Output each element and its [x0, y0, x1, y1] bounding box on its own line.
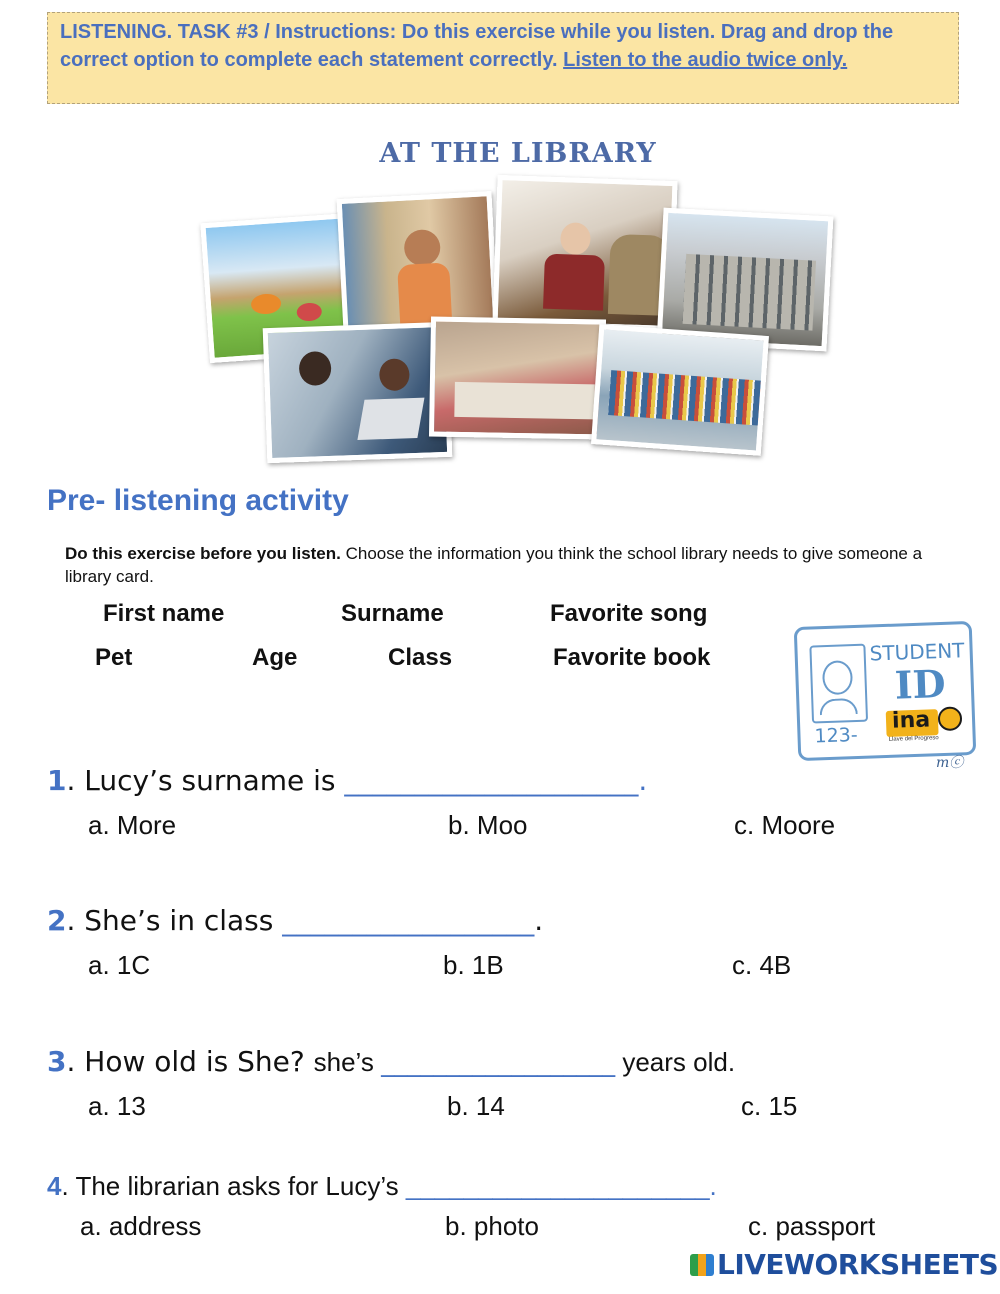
- question-post: years old.: [615, 1047, 736, 1077]
- question-number: 2: [47, 904, 67, 937]
- answer-blank-2[interactable]: __________________: [282, 904, 535, 937]
- question-3: [47, 1045, 735, 1078]
- answer-option-4c[interactable]: c. passport: [748, 1211, 876, 1241]
- photo-students-laptop: [263, 322, 453, 463]
- signature: mⓒ: [936, 755, 964, 771]
- question-number: 3: [47, 1045, 67, 1078]
- option-age[interactable]: Age: [252, 644, 298, 671]
- instruction-rest: Choose the information you think the school library needs to give someone a library card.: [65, 544, 923, 586]
- question-text: . How old is She?: [66, 1045, 314, 1078]
- instructions-text: LISTENING. TASK #3 / Instructions: Do this exercise while you listen. Drag and drop the correct option to complete each statement correctly.: [60, 21, 894, 71]
- instructions-link[interactable]: Listen to the audio twice only.: [563, 49, 848, 71]
- photo-bookshelves: [591, 324, 769, 456]
- photo-group-activity: [429, 316, 606, 439]
- answer-option-3b[interactable]: b. 14: [447, 1091, 505, 1121]
- id-photo-box: [809, 644, 868, 724]
- collage-title: AT THE LIBRARY: [379, 138, 657, 169]
- answer-option-2c[interactable]: c. 4B: [732, 950, 792, 980]
- liveworksheets-logo: [690, 1248, 998, 1281]
- answer-option-4b[interactable]: b. photo: [445, 1211, 539, 1241]
- answer-option-4a[interactable]: a. address: [80, 1211, 202, 1241]
- library-collage: [0, 0, 1000, 470]
- student-id-card: [794, 621, 977, 761]
- question-text: . She’s in class: [66, 904, 283, 937]
- answer-option-1b[interactable]: b. Moo: [448, 810, 528, 840]
- answer-option-1c[interactable]: c. Moore: [734, 810, 836, 840]
- liveworksheets-icon: [690, 1254, 714, 1276]
- question-2: [47, 904, 543, 937]
- option-pet[interactable]: Pet: [95, 644, 133, 671]
- option-surname[interactable]: Surname: [341, 600, 444, 627]
- answer-blank-1[interactable]: _____________________.: [344, 764, 648, 797]
- instruction-bold: Do this exercise before you listen.: [65, 544, 341, 563]
- option-class[interactable]: Class: [388, 644, 453, 671]
- id-number: 123-: [814, 723, 859, 748]
- ina-logo: [886, 704, 967, 743]
- id-student-label: STUDENT: [869, 638, 965, 666]
- answer-blank-3[interactable]: __________________: [381, 1048, 616, 1078]
- key-icon: [938, 706, 963, 731]
- photo-child-reading: [337, 191, 499, 334]
- answer-option-3c[interactable]: c. 15: [741, 1091, 798, 1121]
- face-icon: [822, 660, 853, 695]
- answer-blank-4[interactable]: _____________________.: [405, 1171, 717, 1201]
- option-first-name[interactable]: First name: [103, 600, 225, 627]
- question-text: . The librarian asks for Lucy’s: [61, 1171, 406, 1201]
- question-4: [47, 1171, 717, 1202]
- photo-seniors: [492, 175, 677, 331]
- id-label: ID: [894, 660, 947, 708]
- option-favorite-book[interactable]: Favorite book: [553, 644, 711, 671]
- answer-option-3a[interactable]: a. 13: [88, 1091, 146, 1121]
- ina-logo-sub: Llave del Progreso: [888, 735, 939, 743]
- question-text: . Lucy’s surname is: [66, 764, 345, 797]
- question-number: 1: [47, 764, 67, 797]
- answer-option-1a[interactable]: a. More: [88, 810, 177, 840]
- section-title: Pre- listening activity: [47, 484, 349, 517]
- option-favorite-song[interactable]: Favorite song: [550, 600, 708, 627]
- question-number: 4: [47, 1171, 62, 1201]
- pre-listening-instructions: [65, 542, 965, 588]
- ina-logo-text: ina: [891, 707, 931, 734]
- question-post: .: [534, 904, 544, 937]
- question-1: [47, 764, 647, 797]
- answer-option-2a[interactable]: a. 1C: [88, 950, 151, 980]
- question-mid: she’s: [313, 1047, 382, 1077]
- brand-text: LIVEWORKSHEETS: [717, 1248, 999, 1281]
- answer-option-2b[interactable]: b. 1B: [443, 950, 504, 980]
